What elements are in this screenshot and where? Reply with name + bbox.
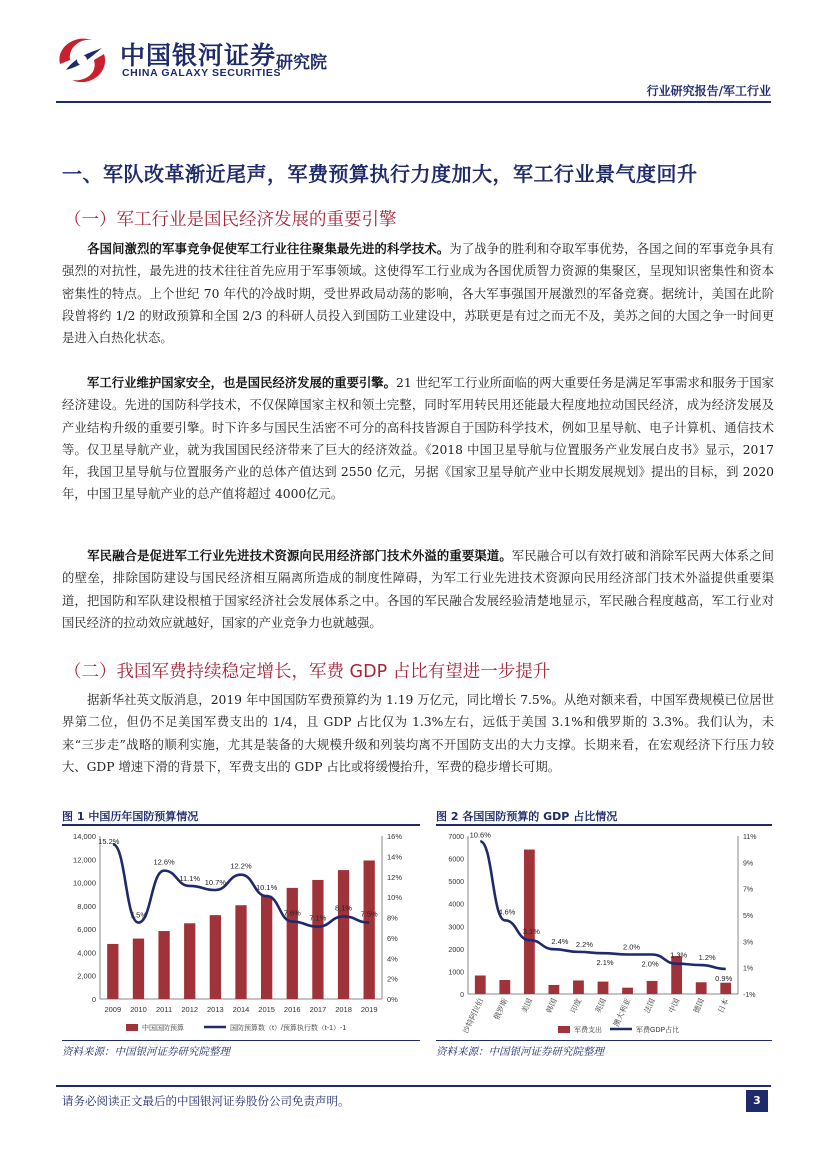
- bar: [364, 860, 375, 999]
- data-label: 1.3%: [670, 950, 688, 960]
- y-tick-label: 4,000: [77, 948, 96, 958]
- data-label: 2.0%: [641, 959, 659, 969]
- y-tick-label: 1000: [448, 969, 464, 977]
- data-label: 12.6%: [153, 857, 175, 867]
- y2-tick-label: 11%: [743, 834, 757, 841]
- bar: [312, 880, 323, 999]
- x-tick-label: 俄罗斯: [491, 997, 510, 1022]
- x-tick-label: 印度: [568, 997, 584, 1015]
- y-tick-label: 5000: [448, 879, 464, 887]
- x-tick-label: 澳大利亚: [611, 997, 633, 1029]
- figure-1-chart: [62, 826, 420, 1038]
- y2-tick-label: 0%: [387, 995, 398, 1004]
- paragraph-3-lead: 军民融合是促进军工行业先进技术资源向民用经济部门技术外溢的重要渠道。: [87, 548, 512, 563]
- data-label: 7.1%: [309, 913, 327, 923]
- section-title: 一、军队改革渐近尾声，军费预算执行力度加大，军工行业景气度回升: [62, 162, 698, 186]
- legend-bar-label: 军费支出: [574, 1027, 602, 1034]
- y-tick-label: 3000: [448, 924, 464, 932]
- x-tick-label: 美国: [519, 997, 535, 1015]
- bar: [499, 980, 510, 994]
- bar: [671, 956, 682, 994]
- y2-tick-label: -1%: [743, 992, 756, 999]
- y-tick-label: 6000: [448, 856, 464, 864]
- y-tick-label: 14,000: [73, 832, 96, 841]
- bar: [184, 923, 195, 999]
- paragraph-4: [62, 689, 774, 778]
- y2-tick-label: 14%: [387, 852, 403, 862]
- bar: [696, 982, 707, 994]
- y2-tick-label: 2%: [387, 974, 398, 984]
- y-tick-label: 6,000: [77, 925, 96, 935]
- company-name-en: CHINA GALAXY SECURITIES: [122, 67, 282, 79]
- subsection-title-2: （二）我国军费持续稳定增长，军费 GDP 占比有望进一步提升: [64, 662, 551, 682]
- x-tick-label: 2019: [360, 1005, 378, 1014]
- page-number: 3: [746, 1090, 768, 1112]
- bar: [235, 905, 246, 999]
- figure-1-title: 图 1 中国历年国防预算情况: [62, 810, 199, 823]
- y2-tick-label: 10%: [387, 893, 403, 903]
- legend-bar-swatch: [126, 1024, 138, 1031]
- x-tick-label: 2016: [283, 1005, 301, 1014]
- paragraph-2: [62, 372, 774, 506]
- y2-tick-label: 8%: [387, 913, 398, 923]
- y2-tick-label: 6%: [387, 933, 398, 943]
- data-label: 8.1%: [334, 903, 353, 913]
- footer-divider: [56, 1085, 771, 1087]
- paragraph-2-text: 21 世纪军工行业所面临的两大重要任务是满足军事需求和服务于国家经济建设。先进的国防科学技术，不仅保障国家主权和领土完整，同时军用转民用还能最大程度地拉动国民经济，成为经济发展及产业结构升级的重要引擎。时下许多与国民生活密不可分的高科技皆源自于国防科学技术，例如卫星导航、电子计算机、通信技术等。仅卫星导航产业，就为我国国民经济带来了巨大的经济效益。《2018 中国卫星导航与位置服务产业发展白皮书》显示，2017 年，我国卫星导航与位置服务产业的总体产值达到 2550 亿元，另据《国家卫星导航产业中长期发展规划》提出的目标，到 2020 年，中国卫星导航产业的总产值将超过 4000亿元。: [62, 376, 774, 502]
- x-tick-label: 法国: [642, 997, 657, 1015]
- paragraph-3: [62, 545, 774, 634]
- paragraph-1-lead: 各国间激烈的军事竞争促使军工行业往往聚集最先进的科学技术。: [87, 241, 450, 256]
- institute-name: 研究院: [276, 53, 327, 73]
- x-tick-label: 日本: [716, 997, 731, 1015]
- line-series: [480, 841, 725, 969]
- figure-2-source: 资料来源：中国银河证券研究院整理: [436, 1046, 604, 1058]
- y2-tick-label: 16%: [387, 832, 403, 841]
- x-tick-label: 2010: [130, 1005, 147, 1014]
- legend-bar-label: 中国国防预算: [142, 1025, 184, 1032]
- data-label: 12.2%: [230, 861, 252, 871]
- y-tick-label: 12,000: [73, 855, 96, 865]
- x-tick-label: 韩国: [544, 997, 559, 1015]
- data-label: 4.6%: [498, 907, 516, 917]
- y-tick-label: 10,000: [73, 878, 96, 888]
- x-tick-label: 2014: [232, 1005, 250, 1014]
- x-tick-label: 2013: [207, 1005, 224, 1014]
- y2-tick-label: 9%: [743, 860, 754, 868]
- x-tick-label: 2017: [309, 1005, 327, 1014]
- data-label: 2.2%: [575, 939, 594, 949]
- x-tick-label: 2011: [156, 1005, 173, 1014]
- figure-1-source: 资料来源：中国银河证券研究院整理: [62, 1046, 230, 1058]
- paragraph-4-text: 据新华社英文版消息，2019 年中国国防军费预算约为 1.19 万亿元，同比增长 7.5%。从绝对额来看，中国军费规模已位居世界第二位，但仍不足美国军费支出的 1/4，且 GDP 占比仅为 1.3%左右，远低于美国 3.1%和俄罗斯的 3.3%。我们认为，未来“三步走”战略的顺利实施，尤其是装备的大规模升级和列装均离不开国防支出的大力支撑。长期来看，在宏观经济下行压力较大、GDP 增速下滑的背景下，军费支出的 GDP 占比或将缓慢抬升，军费的稳步增长可期。: [62, 693, 774, 774]
- legend-line-label: 国防预算数（t）/预算执行数（t-1）-1: [230, 1025, 347, 1032]
- data-label: 7.6%: [283, 908, 301, 918]
- subsection-title-1: （一）军工行业是国民经济发展的重要引擎: [64, 210, 397, 230]
- paragraph-2-lead: 军工行业维护国家安全，也是国民经济发展的重要引擎。: [87, 375, 397, 390]
- bar: [647, 981, 658, 994]
- data-label: 7.5%: [360, 909, 378, 919]
- y2-tick-label: 3%: [743, 939, 754, 947]
- x-tick-label: 中国: [666, 997, 682, 1015]
- bar: [573, 980, 584, 994]
- page-header: [0, 0, 827, 105]
- legend-bar-swatch: [558, 1026, 570, 1033]
- report-type: 行业研究报告/军工行业: [646, 84, 771, 98]
- data-label: 0.9%: [715, 973, 733, 983]
- y2-tick-label: 7%: [743, 886, 754, 894]
- bar: [524, 850, 535, 994]
- paragraph-3-text: 军民融合可以有效打破和消除军民两大体系之间的壁垒，排除国防建设与国民经济相互隔离所造成的制度性障碍，为军工行业先进技术资源向民用经济部门技术外溢提供重要渠道，把国防和军队建设根植于国家经济社会发展体系之中。各国的军民融合发展经验清楚地显示，军民融合程度越高，军工行业对国民经济的拉动效应就越好，国家的产业竞争力也就越强。: [62, 549, 774, 630]
- y-tick-label: 7000: [448, 834, 464, 841]
- figure-2-title: 图 2 各国国防预算的 GDP 占比情况: [436, 810, 618, 823]
- x-tick-label: 沙特阿拉伯: [461, 997, 486, 1035]
- footer-disclaimer: 请务必阅读正文最后的中国银河证券股份公司免责声明。: [62, 1094, 350, 1108]
- data-label: 7.5%: [129, 910, 148, 920]
- data-label: 10.7%: [204, 877, 227, 887]
- y2-tick-label: 12%: [387, 872, 403, 882]
- y2-tick-label: 1%: [743, 965, 754, 973]
- bar: [158, 931, 169, 999]
- x-tick-label: 英国: [593, 997, 608, 1015]
- galaxy-logo-icon: [52, 30, 112, 90]
- bar: [598, 982, 609, 994]
- bar: [107, 944, 118, 999]
- bar: [549, 985, 560, 994]
- figure-1-source-rule: [62, 1040, 420, 1041]
- x-tick-label: 2018: [335, 1005, 352, 1014]
- bar: [261, 896, 272, 999]
- y-tick-label: 0: [460, 992, 464, 999]
- data-label: 11.1%: [179, 873, 201, 883]
- x-tick-label: 2012: [181, 1005, 199, 1014]
- legend-line-label: 军费GDP占比: [636, 1027, 680, 1034]
- paragraph-1-text: 为了战争的胜利和夺取军事优势，各国之间的军事竞争具有强烈的对抗性，最先进的技术往往首先应用于军事领域。这使得军工行业成为各国优质智力资源的集聚区，呈现知识密集性和资本密集性的特点。上个世纪 70 年代的冷战时期，受世界政局动荡的影响，各大军事强国开展激烈的军备竞赛。据统计，美国在此阶段曾将约 1/2 的财政预算和全国 2/3 的科研人员投入到国防工业建设中，苏联更是有过之而无不及，美苏之间的大国之争一时间更是进入白热化状态。: [62, 242, 774, 346]
- header-divider: [56, 101, 771, 103]
- data-label: 2.4%: [551, 937, 569, 947]
- data-label: 10.6%: [469, 830, 491, 840]
- data-label: 3.1%: [522, 927, 540, 937]
- paragraph-1: [62, 238, 774, 349]
- data-label: 2.0%: [622, 942, 641, 952]
- bar: [210, 915, 221, 999]
- figure-2-source-rule: [436, 1040, 772, 1041]
- data-label: 2.1%: [596, 958, 614, 968]
- bar: [475, 975, 486, 994]
- y2-tick-label: 5%: [743, 913, 754, 920]
- bar: [720, 983, 731, 994]
- company-name-cn: 中国银河证券: [120, 41, 277, 70]
- bar: [133, 939, 144, 999]
- data-label: 15.2%: [98, 837, 120, 847]
- x-tick-label: 2015: [258, 1005, 275, 1014]
- y-tick-label: 8,000: [77, 901, 96, 911]
- y2-tick-label: 4%: [387, 954, 398, 964]
- bar: [338, 870, 349, 999]
- y-tick-label: 2000: [448, 946, 464, 954]
- y-tick-label: 4000: [448, 901, 464, 909]
- data-label: 10.1%: [255, 883, 278, 893]
- y-tick-label: 2,000: [77, 971, 96, 981]
- bar: [622, 988, 633, 994]
- bar: [287, 888, 298, 999]
- data-label: 1.2%: [698, 953, 716, 963]
- x-tick-label: 德国: [691, 997, 706, 1015]
- figure-2-chart: [436, 826, 772, 1038]
- y-tick-label: 0: [91, 995, 96, 1004]
- x-tick-label: 2009: [104, 1005, 122, 1014]
